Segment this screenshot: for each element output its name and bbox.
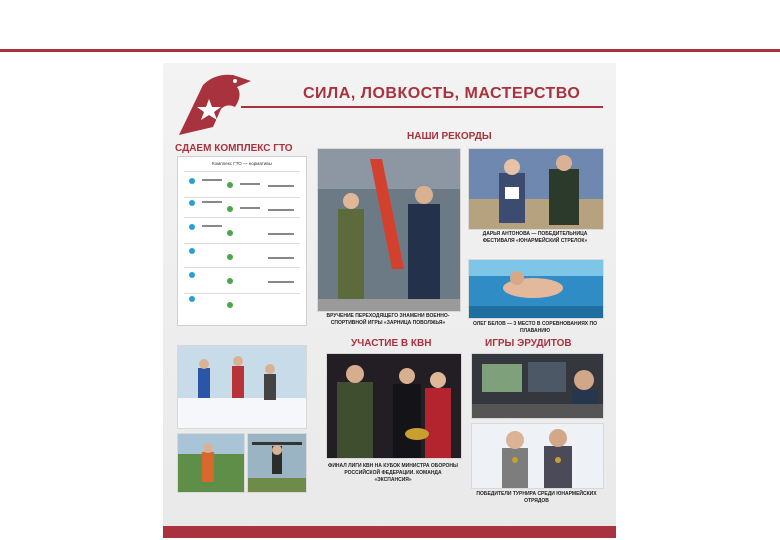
photo-tug-outdoor bbox=[177, 433, 245, 493]
caption-tourney: ПОБЕДИТЕЛИ ТУРНИРА СРЕДИ ЮНАРМЕЙСКИХ ОТРЯДОВ bbox=[476, 491, 597, 504]
heading-kvn: УЧАСТИЕ В КВН bbox=[351, 338, 432, 349]
photo-kvn-final bbox=[326, 353, 462, 459]
caption-swim: ОЛЕГ БЕЛОВ — 3 МЕСТО В СОРЕВНОВАНИЯХ ПО ПЛАВАНИЮ bbox=[472, 321, 598, 334]
title-underline bbox=[241, 106, 603, 108]
poster-bottom-bar bbox=[163, 526, 616, 538]
poster-title: СИЛА, ЛОВКОСТЬ, МАСТЕРСТВО bbox=[303, 85, 581, 102]
photo-pullups bbox=[247, 433, 307, 493]
heading-erudites: ИГРЫ ЭРУДИТОВ bbox=[485, 338, 572, 349]
photo-tourney-winners bbox=[471, 423, 604, 489]
gto-figures-grid bbox=[186, 175, 298, 315]
caption-kvn: ФИНАЛ ЛИГИ КВН НА КУБОК МИНИСТРА ОБОРОНЫ РОССИЙСКОЙ ФЕДЕРАЦИИ. КОМАНДА «ЭКСПАНСИЯ» bbox=[328, 463, 458, 483]
gto-table-title: Комплекс ГТО — нормативы bbox=[212, 161, 272, 166]
photo-medal-award bbox=[468, 148, 604, 230]
yunarmiya-eagle-logo bbox=[171, 69, 255, 139]
poster-stand bbox=[163, 63, 616, 538]
heading-gto: СДАЕМ КОМПЛЕКС ГТО bbox=[175, 143, 293, 154]
photo-ski-race bbox=[177, 345, 307, 429]
top-divider-line bbox=[0, 49, 780, 52]
photo-swimmer bbox=[468, 259, 604, 319]
heading-records: НАШИ РЕКОРДЫ bbox=[407, 131, 492, 142]
caption-banner: ВРУЧЕНИЕ ПЕРЕХОДЯЩЕГО ЗНАМЕНИ ВОЕННО-СПОРТИВНОЙ ИГРЫ «ЗАРНИЦА ПОВОЛЖЬЯ» bbox=[326, 313, 450, 326]
photo-banner-ceremony bbox=[317, 148, 461, 312]
caption-medal: ДАРЬЯ АНТОНОВА — ПОБЕДИТЕЛЬНИЦА ФЕСТИВАЛЯ «ЮНАРМЕЙСКИЙ СТРЕЛОК» bbox=[482, 231, 588, 244]
gto-norms-table bbox=[177, 156, 307, 326]
photo-erudite-games bbox=[471, 353, 604, 419]
